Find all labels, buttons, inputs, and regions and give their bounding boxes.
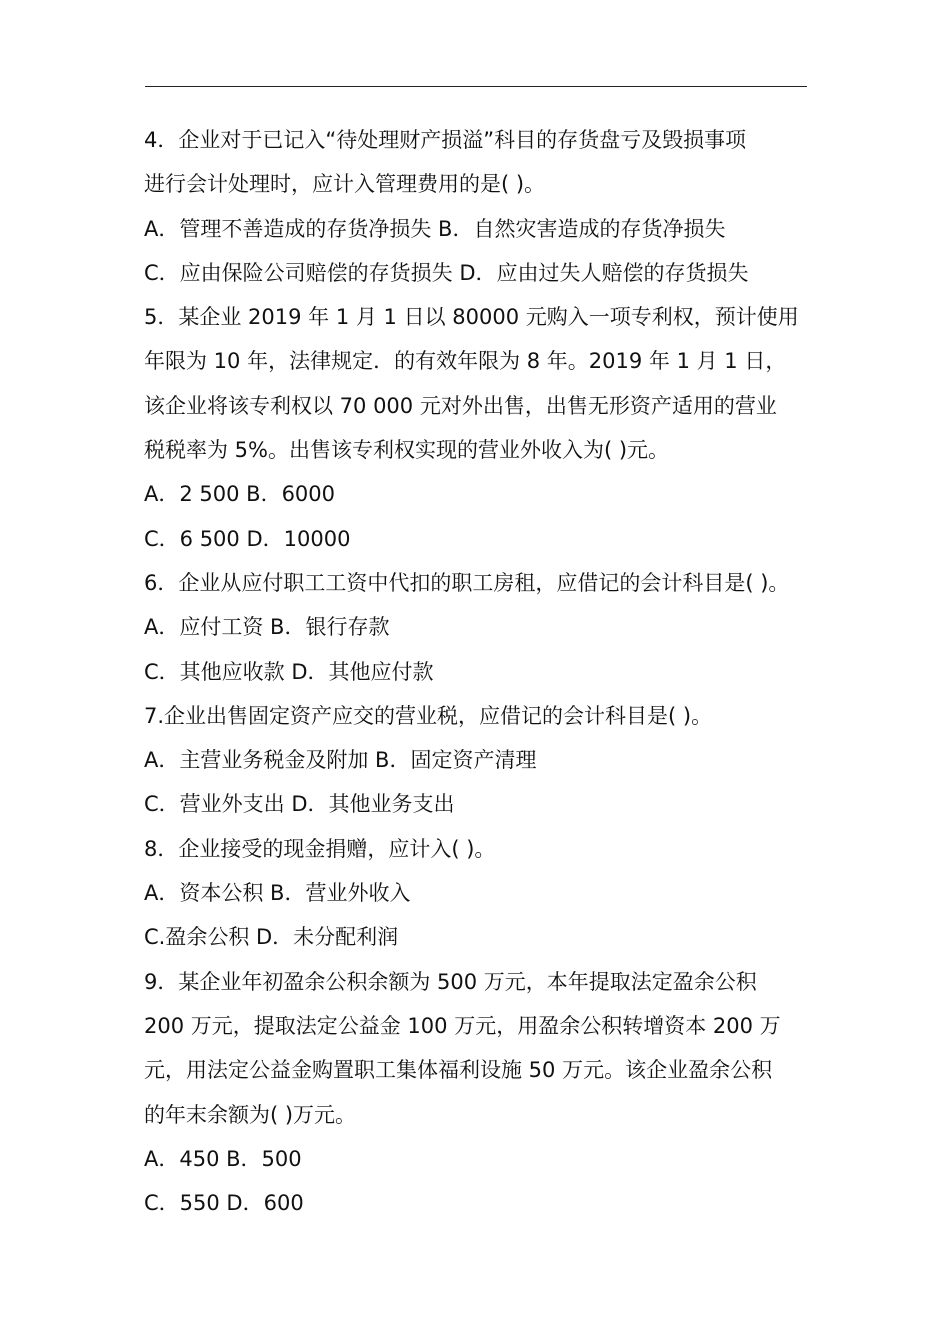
q5-stem-line-4: 税税率为 5%。出售该专利权实现的营业外收入为( )元。	[144, 438, 670, 463]
q5-options-ab: A．2 500 B．6000	[144, 482, 336, 507]
q4-stem-line-1: 4．企业对于已记入“待处理财产损溢”科目的存货盘亏及毁损事项	[144, 128, 747, 152]
q9-stem-line-1: 9．某企业年初盈余公积余额为 500 万元，本年提取法定盈余公积	[144, 969, 757, 994]
q8-options-cd: C.盈余公积 D．未分配利润	[144, 925, 399, 950]
q8-stem: 8．企业接受的现金捐赠，应计入( )。	[144, 836, 496, 861]
q7-stem: 7.企业出售固定资产应交的营业税，应借记的会计科目是( )。	[144, 703, 713, 728]
q8-options-ab: A．资本公积 B．营业外收入	[144, 881, 411, 906]
q6-options-ab: A．应付工资 B．银行存款	[144, 615, 390, 640]
q6-stem: 6．企业从应付职工工资中代扣的职工房租，应借记的会计科目是( )。	[144, 570, 790, 595]
q5-stem-line-1: 5．某企业 2019 年 1 月 1 日以 80000 元购入一项专利权，预计使用	[144, 305, 799, 330]
q9-stem-line-3: 元，用法定公益金购置职工集体福利设施 50 万元。该企业盈余公积	[144, 1058, 773, 1083]
q7-options-cd: C．营业外支出 D．其他业务支出	[144, 792, 455, 817]
header-rule	[145, 86, 807, 87]
q9-options-ab: A．450 B．500	[144, 1146, 302, 1171]
q5-options-cd: C．6 500 D．10000	[144, 526, 351, 551]
q4-stem-line-2: 进行会计处理时，应计入管理费用的是( )。	[144, 172, 546, 197]
q5-stem-line-3: 该企业将该专利权以 70 000 元对外出售，出售无形资产适用的营业	[144, 393, 777, 418]
q6-options-cd: C．其他应收款 D．其他应付款	[144, 659, 434, 684]
q9-stem-line-4: 的年末余额为( )万元。	[144, 1102, 357, 1127]
q4-options-ab: A．管理不善造成的存货净损失 B．自然灾害造成的存货净损失	[144, 216, 726, 241]
q9-stem-line-2: 200 万元，提取法定公益金 100 万元，用盈余公积转增资本 200 万	[144, 1013, 781, 1038]
q9-options-cd: C．550 D．600	[144, 1191, 304, 1216]
q5-stem-line-2: 年限为 10 年，法律规定．的有效年限为 8 年。2019 年 1 月 1 日，	[144, 349, 787, 374]
document-body	[144, 118, 824, 1225]
q4-options-cd: C．应由保险公司赔偿的存货损失 D．应由过失人赔偿的存货损失	[144, 260, 749, 285]
q7-options-ab: A．主营业务税金及附加 B．固定资产清理	[144, 748, 537, 773]
